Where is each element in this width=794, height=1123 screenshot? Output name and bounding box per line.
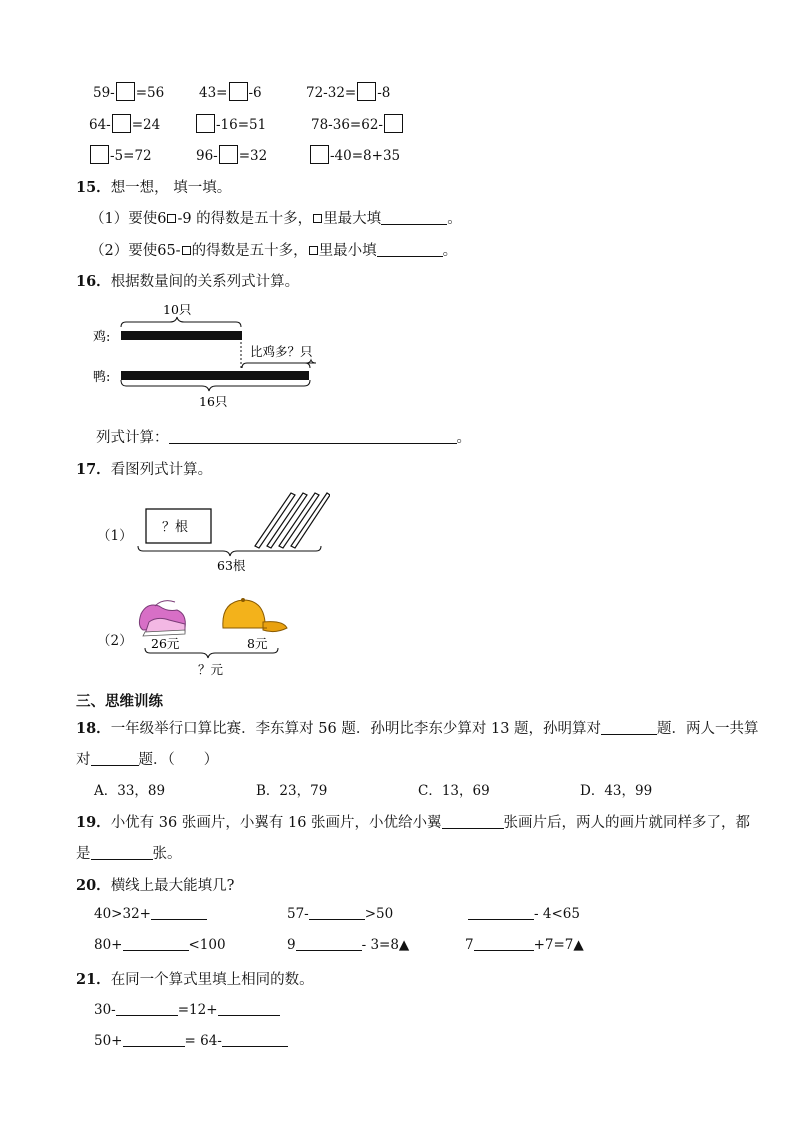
answer-box[interactable] (219, 145, 238, 164)
answer-blank[interactable] (474, 936, 534, 951)
equation: 72-32= -8 (306, 82, 390, 101)
question-21-title: 21．在同一个算式里填上相同的数。 (76, 971, 314, 988)
inequality: 9 - 3=8▲ (287, 937, 410, 953)
answer-box[interactable] (384, 114, 403, 133)
question-15-part2: （2）要使65- 的得数是五十多， 里最小填 。 (90, 243, 458, 259)
equation: 96- =32 (196, 145, 267, 164)
difference-brace (242, 360, 316, 368)
equation: -5=72 (89, 145, 152, 164)
option-b[interactable]: B．23，79 (256, 783, 328, 799)
answer-box[interactable] (196, 114, 215, 133)
question-15-part1: （1）要使6 -9 的得数是五十多， 里最大填 。 (90, 211, 462, 227)
option-d[interactable]: D．43，99 (580, 783, 653, 799)
equation: 50+ = 64- (94, 1032, 288, 1049)
unknown-label: ？根 (162, 520, 189, 535)
answer-blank[interactable] (601, 720, 657, 735)
answer-blank[interactable] (442, 814, 504, 829)
small-box-icon (182, 246, 191, 255)
question-18-line1: 18．一年级举行口算比赛．李东算对 56 题．孙明比李东少算对 13 题，孙明算对 题．两人一共算 (76, 720, 759, 737)
sticks-diagram (130, 488, 330, 576)
answer-box[interactable] (116, 82, 135, 101)
top-brace (121, 317, 241, 327)
part-1-label: （1） (97, 528, 133, 544)
answer-box[interactable] (112, 114, 131, 133)
equation: -40=8+35 (309, 145, 400, 164)
answer-blank[interactable] (381, 210, 447, 225)
answer-box[interactable] (90, 145, 109, 164)
segment-diagram (90, 298, 340, 413)
answer-blank[interactable] (377, 242, 443, 257)
small-box-icon (309, 246, 318, 255)
inequality: 40>32+ (94, 905, 207, 922)
option-a[interactable]: A．33，89 (94, 783, 166, 799)
cap-icon (223, 598, 287, 632)
question-17-title: 17．看图列式计算。 (76, 461, 213, 478)
chicken-bar (121, 331, 242, 340)
equation: 64- =24 (89, 114, 160, 133)
duck-bar (121, 371, 309, 380)
answer-blank[interactable] (218, 1001, 280, 1016)
small-box-icon (167, 214, 176, 223)
equation: 59- =56 (93, 82, 164, 101)
inequality: 57- >50 (287, 906, 394, 922)
equation: 30- =12+ (94, 1001, 280, 1018)
section-heading: 三、思维训练 (76, 693, 163, 710)
part-2-label: （2） (97, 633, 133, 649)
shoes-icon (139, 601, 185, 636)
answer-blank[interactable] (123, 936, 189, 951)
question-19-line2: 是 张。 (76, 846, 182, 862)
total-label: 63根 (217, 558, 246, 573)
small-box-icon (313, 214, 322, 223)
answer-blank[interactable] (116, 1001, 178, 1016)
duck-label: 鸭: (93, 370, 111, 385)
sticks-icon (255, 493, 330, 548)
top-label: 10只 (163, 302, 192, 317)
question-18-line2: 对 题．（ ） (76, 752, 219, 768)
cap-price: 8元 (247, 636, 268, 651)
question-20-title: 20．横线上最大能填几? (76, 877, 235, 894)
inequality: - 4<65 (468, 905, 580, 922)
answer-box[interactable] (357, 82, 376, 101)
answer-box[interactable] (310, 145, 329, 164)
inequality: 80+ <100 (94, 937, 226, 953)
bottom-brace (121, 380, 310, 391)
answer-blank[interactable] (151, 905, 207, 920)
question-15-title: 15．想一想， 填一填。 (76, 179, 232, 196)
answer-blank[interactable] (296, 936, 362, 951)
shopping-diagram (135, 592, 295, 680)
question-16-answer: 列式计算： 。 (96, 430, 471, 446)
answer-blank[interactable] (91, 845, 153, 860)
difference-label: 比鸡多？只 (250, 344, 313, 359)
option-c[interactable]: C．13，69 (418, 783, 490, 799)
question-19-line1: 19．小优有 36 张画片，小翼有 16 张画片，小优给小翼 张画片后，两人的画片就同样多了，都 (76, 814, 751, 831)
equation: 43= -6 (199, 82, 262, 101)
sum-label: ？元 (198, 662, 224, 677)
inequality: 7 +7=7▲ (465, 937, 584, 953)
equation: 78-36=62- (311, 114, 404, 133)
answer-blank[interactable] (468, 905, 534, 920)
bottom-label: 16只 (199, 394, 228, 409)
answer-blank[interactable] (123, 1032, 185, 1047)
answer-box[interactable] (229, 82, 248, 101)
answer-blank[interactable] (169, 429, 457, 444)
answer-blank[interactable] (222, 1032, 288, 1047)
question-16-title: 16．根据数量间的关系列式计算。 (76, 273, 300, 290)
answer-blank[interactable] (309, 905, 365, 920)
chicken-label: 鸡: (93, 330, 111, 345)
equation: -16=51 (195, 114, 266, 133)
shoes-price: 26元 (151, 636, 180, 651)
answer-blank[interactable] (91, 751, 139, 766)
